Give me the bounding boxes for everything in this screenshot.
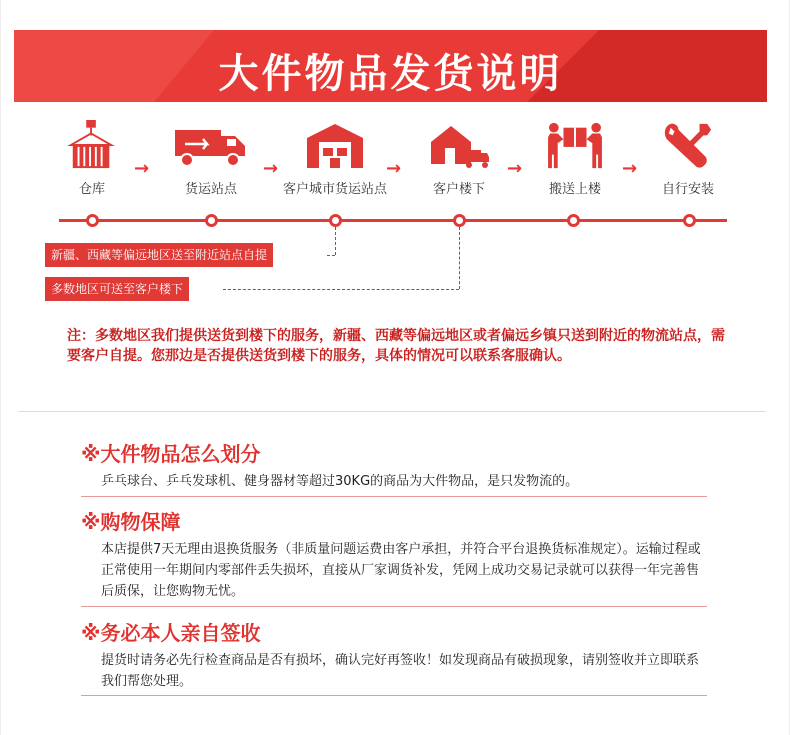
arrow-icon: → [134, 158, 150, 179]
remote-area-tag: 新疆、西藏等偏远地区送至附近站点自提 [45, 243, 273, 267]
step-label: 货运站点 [184, 182, 237, 197]
connector-line [335, 227, 336, 255]
section-purchase-guarantee [81, 506, 711, 602]
wrench-icon [660, 120, 716, 170]
page-title: 大件物品发货说明 [218, 51, 563, 97]
timeline [59, 219, 727, 222]
step-self-install [633, 120, 743, 197]
step-label: 仓库 [78, 182, 105, 197]
section-rule [81, 496, 707, 497]
step-label: 自行安装 [661, 182, 714, 197]
section-heading: ※购物保障 [81, 510, 181, 534]
timeline-dot [683, 214, 696, 227]
house-truck-icon [427, 120, 491, 170]
section-heading: ※务必本人亲自签收 [81, 621, 261, 645]
step-warehouse [37, 120, 150, 197]
freight-station-icon [303, 120, 367, 170]
step-label: 客户城市货运站点 [282, 182, 387, 197]
step-city-station [280, 120, 390, 197]
divider [18, 411, 766, 412]
note-prefix: 注： [67, 328, 95, 344]
shipping-note [67, 326, 727, 366]
arrow-icon: → [622, 158, 638, 179]
section-body: 提货时请务必先行检查商品是否有损坏，确认完好再签收！如发现商品有破损现象，请别签收并立即联系我们帮您处理。 [101, 653, 700, 689]
section-bulky-items [81, 438, 711, 492]
delivery-truck-icon [171, 120, 251, 170]
step-freight-station [156, 120, 266, 197]
timeline-dot [453, 214, 466, 227]
section-rule [81, 606, 707, 607]
arrow-icon: → [507, 158, 523, 179]
connector-line [223, 289, 459, 290]
section-rule [81, 695, 707, 696]
downstairs-tag: 多数地区可送至客户楼下 [45, 277, 189, 301]
section-heading: ※大件物品怎么划分 [81, 442, 261, 466]
note-text: 多数地区我们提供送货到楼下的服务，新疆、西藏等偏远地区或者偏远乡镇只送到附近的物流站点，需要客户自提。您那边是否提供送货到楼下的服务，具体的情况可以联系客服确认。 [67, 328, 725, 364]
arrow-icon: → [263, 158, 279, 179]
section-sign-in-person [81, 617, 711, 692]
step-downstairs [404, 120, 514, 197]
timeline-dot [205, 214, 218, 227]
shipping-flow [1, 120, 790, 200]
timeline-dot [567, 214, 580, 227]
step-label: 客户楼下 [432, 182, 485, 197]
timeline-dot [329, 214, 342, 227]
warehouse-crane-icon [62, 120, 122, 170]
connector-line [459, 227, 460, 289]
step-label: 搬送上楼 [548, 182, 601, 197]
section-body: 乒乓球台、乒乓发球机、健身器材等超过30KG的商品为大件物品，是只发物流的。 [101, 474, 579, 489]
connector-line [327, 255, 335, 256]
movers-carrying-box-icon [543, 120, 607, 170]
timeline-dot [86, 214, 99, 227]
step-carry-upstairs [520, 120, 630, 197]
title-banner [14, 30, 767, 102]
section-body: 本店提供7天无理由退换货服务（非质量问题运费由客户承担，并符合平台退换货标准规定）。运输过程或正常使用一年期间内零部件丢失损坏，直接从厂家调货补发，凭网上成功交易记录就可以获得一年完善售后质保，让您购物无忧。 [101, 542, 701, 599]
arrow-icon: → [386, 158, 402, 179]
